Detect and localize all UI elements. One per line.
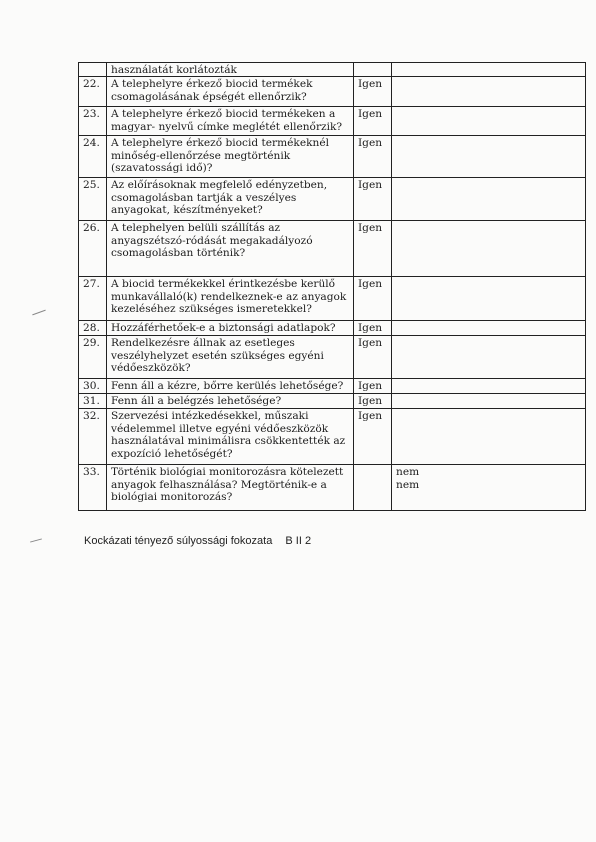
question-text: A telephelyre érkező biocid termékek csomagolásának épségét ellenőrzik? [107, 77, 354, 107]
answer-cell-2 [392, 321, 586, 336]
table-row [79, 107, 586, 136]
question-text: Rendelkezésre állnak az esetleges veszélyhelyzet esetén szükséges egyéni védőeszközök? [107, 336, 354, 379]
severity-value: B II 2 [285, 535, 312, 547]
answer-cell [354, 465, 392, 511]
answer-cell-2 [392, 63, 586, 77]
table-row [79, 379, 586, 394]
table-row [79, 221, 586, 277]
scan-mark [32, 310, 45, 316]
table-row [79, 178, 586, 221]
table-row [79, 63, 586, 77]
table-row [79, 409, 586, 465]
row-number: 31. [79, 394, 107, 409]
severity-footer [84, 535, 321, 547]
answer-cell-2 [392, 394, 586, 409]
row-number: 33. [79, 465, 107, 511]
answer-cell-2 [392, 178, 586, 221]
answer-cell: Igen [354, 221, 392, 277]
answer-cell: Igen [354, 394, 392, 409]
answer-cell-2 [392, 409, 586, 465]
checklist-table [78, 62, 586, 511]
row-number: 29. [79, 336, 107, 379]
table-row [79, 277, 586, 321]
row-number: 28. [79, 321, 107, 336]
answer-cell: Igen [354, 77, 392, 107]
row-number [79, 63, 107, 77]
question-text: Szervezési intézkedésekkel, műszaki védelemmel illetve egyéni védőeszközök használatával minimálisra csökkentették az expozíció lehetőségét? [107, 409, 354, 465]
question-text: Fenn áll a kézre, bőrre kerülés lehetősége? [107, 379, 354, 394]
answer-cell: Igen [354, 178, 392, 221]
row-number: 24. [79, 136, 107, 178]
answer-cell: Igen [354, 277, 392, 321]
table-row [79, 321, 586, 336]
row-number: 32. [79, 409, 107, 465]
question-text: Az előírásoknak megfelelő edényzetben, csomagolásban tartják a veszélyes anyagokat, készítményeket? [107, 178, 354, 221]
answer-cell [354, 63, 392, 77]
question-text: A telephelyre érkező biocid termékeken a magyar- nyelvű címke meglétét ellenőrzik? [107, 107, 354, 136]
question-text: Hozzáférhetőek-e a biztonsági adatlapok? [107, 321, 354, 336]
answer-cell-2 [392, 379, 586, 394]
table-row [79, 465, 586, 511]
answer-cell: Igen [354, 136, 392, 178]
row-number: 30. [79, 379, 107, 394]
question-text: A biocid termékekkel érintkezésbe kerülő munkavállaló(k) rendelkeznek-e az anyagok kezeléséhez szükséges ismeretekkel? [107, 277, 354, 321]
answer-cell-2 [392, 336, 586, 379]
answer-cell: Igen [354, 107, 392, 136]
answer-cell-2 [392, 136, 586, 178]
question-text: Történik biológiai monitorozásra kötelezett anyagok felhasználása? Megtörténik-e a biológiai monitorozás? [107, 465, 354, 511]
row-number: 25. [79, 178, 107, 221]
answer-cell: Igen [354, 321, 392, 336]
answer-cell: Igen [354, 409, 392, 465]
table-row [79, 136, 586, 178]
question-text: A telephelyre érkező biocid termékeknél minőség-ellenőrzése megtörténik (szavatossági idő)? [107, 136, 354, 178]
question-text: A telephelyen belüli szállítás az anyagszétszó-ródását megakadályozó csomagolásban történik? [107, 221, 354, 277]
scan-mark [30, 538, 42, 542]
answer-cell: Igen [354, 336, 392, 379]
answer-cell-2 [392, 77, 586, 107]
row-number: 27. [79, 277, 107, 321]
question-text: használatát korlátozták [107, 63, 354, 77]
answer-cell: Igen [354, 379, 392, 394]
answer-cell-2: nem nem [392, 465, 586, 511]
row-number: 26. [79, 221, 107, 277]
answer-cell-2 [392, 277, 586, 321]
table-row [79, 394, 586, 409]
table-row [79, 336, 586, 379]
row-number: 23. [79, 107, 107, 136]
table-row [79, 77, 586, 107]
answer-cell-2 [392, 221, 586, 277]
row-number: 22. [79, 77, 107, 107]
question-text: Fenn áll a belégzés lehetősége? [107, 394, 354, 409]
answer-cell-2 [392, 107, 586, 136]
severity-label: Kockázati tényező súlyossági fokozata [84, 535, 273, 547]
